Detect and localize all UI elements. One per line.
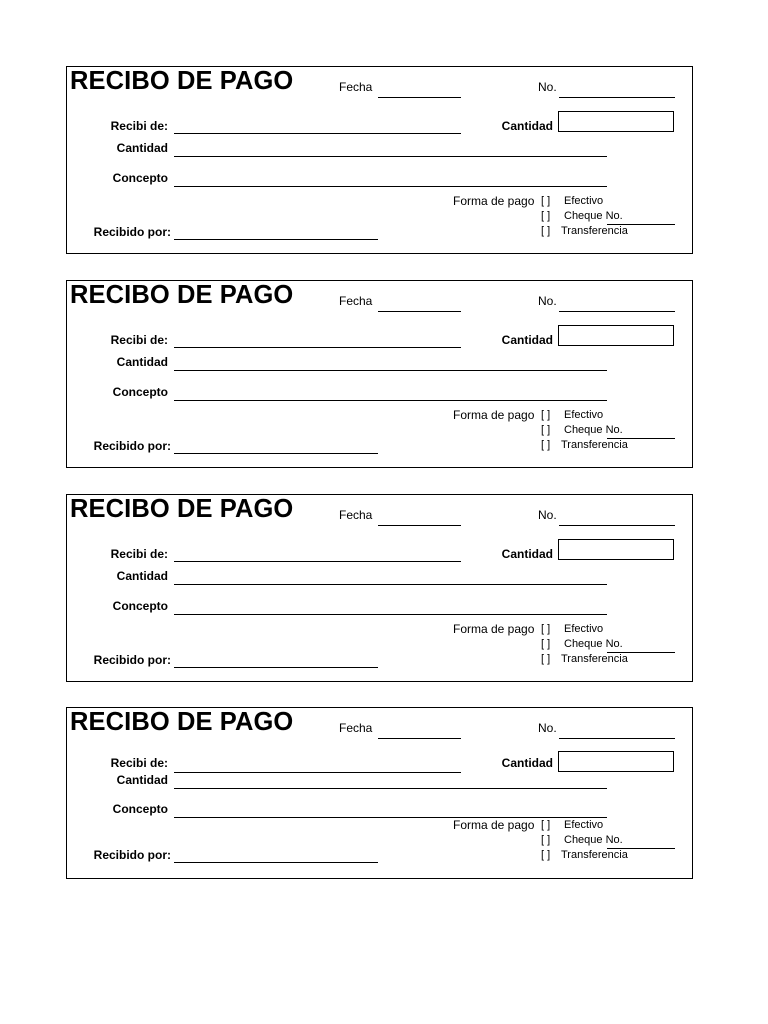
efectivo-checkbox[interactable]: [ ] bbox=[541, 819, 551, 831]
recibido-por-label: Recibido por: bbox=[93, 848, 171, 862]
recibido-por-label: Recibido por: bbox=[93, 225, 171, 239]
cantidad-box-label: Cantidad bbox=[501, 547, 553, 561]
transferencia-checkbox[interactable]: [ ] bbox=[541, 439, 551, 451]
no-line[interactable] bbox=[559, 311, 675, 312]
recibi-de-label: Recibi de: bbox=[110, 333, 168, 347]
fecha-label: Fecha bbox=[339, 294, 373, 308]
concepto-line[interactable] bbox=[174, 186, 607, 187]
cantidad-box[interactable] bbox=[558, 539, 674, 560]
receipt-title: RECIBO DE PAGO bbox=[70, 495, 294, 523]
concepto-label: Concepto bbox=[112, 171, 168, 185]
cantidad-label: Cantidad bbox=[116, 569, 168, 583]
recibi-de-line[interactable] bbox=[174, 133, 461, 134]
no-line[interactable] bbox=[559, 525, 675, 526]
recibi-de-label: Recibi de: bbox=[110, 119, 168, 133]
receipt-title: RECIBO DE PAGO bbox=[70, 67, 294, 95]
recibo-4 bbox=[66, 707, 693, 879]
cheque-label: Cheque No. bbox=[564, 424, 623, 436]
cantidad-line[interactable] bbox=[174, 788, 607, 789]
recibo-1 bbox=[66, 66, 693, 254]
recibido-por-line[interactable] bbox=[174, 667, 378, 668]
concepto-line[interactable] bbox=[174, 614, 607, 615]
no-line[interactable] bbox=[559, 738, 675, 739]
efectivo-label: Efectivo bbox=[564, 409, 604, 421]
recibido-por-line[interactable] bbox=[174, 862, 378, 863]
transferencia-checkbox[interactable]: [ ] bbox=[541, 849, 551, 861]
concepto-label: Concepto bbox=[112, 385, 168, 399]
transferencia-label: Transferencia bbox=[561, 225, 628, 237]
concepto-label: Concepto bbox=[112, 802, 168, 816]
forma-de-pago-label: Forma de pago bbox=[453, 408, 535, 422]
cantidad-line[interactable] bbox=[174, 370, 607, 371]
fecha-label: Fecha bbox=[339, 508, 373, 522]
cheque-checkbox[interactable]: [ ] bbox=[541, 210, 551, 222]
cantidad-box[interactable] bbox=[558, 751, 674, 772]
fecha-line[interactable] bbox=[378, 97, 461, 98]
concepto-line[interactable] bbox=[174, 400, 607, 401]
efectivo-label: Efectivo bbox=[564, 623, 604, 635]
no-label: No. bbox=[538, 80, 557, 94]
cheque-checkbox[interactable]: [ ] bbox=[541, 834, 551, 846]
cantidad-box[interactable] bbox=[558, 111, 674, 132]
cantidad-label: Cantidad bbox=[116, 141, 168, 155]
cantidad-label: Cantidad bbox=[116, 355, 168, 369]
fecha-line[interactable] bbox=[378, 738, 461, 739]
efectivo-checkbox[interactable]: [ ] bbox=[541, 195, 551, 207]
cantidad-label: Cantidad bbox=[116, 773, 168, 787]
no-line[interactable] bbox=[559, 97, 675, 98]
recibido-por-line[interactable] bbox=[174, 453, 378, 454]
recibi-de-line[interactable] bbox=[174, 772, 461, 773]
recibido-por-line[interactable] bbox=[174, 239, 378, 240]
forma-de-pago-label: Forma de pago bbox=[453, 622, 535, 636]
efectivo-checkbox[interactable]: [ ] bbox=[541, 409, 551, 421]
fecha-line[interactable] bbox=[378, 311, 461, 312]
recibi-de-line[interactable] bbox=[174, 347, 461, 348]
transferencia-label: Transferencia bbox=[561, 653, 628, 665]
concepto-line[interactable] bbox=[174, 817, 607, 818]
cantidad-line[interactable] bbox=[174, 156, 607, 157]
recibi-de-line[interactable] bbox=[174, 561, 461, 562]
forma-de-pago-label: Forma de pago bbox=[453, 818, 535, 832]
recibi-de-label: Recibi de: bbox=[110, 547, 168, 561]
recibi-de-label: Recibi de: bbox=[110, 756, 168, 770]
transferencia-checkbox[interactable]: [ ] bbox=[541, 225, 551, 237]
no-label: No. bbox=[538, 721, 557, 735]
fecha-label: Fecha bbox=[339, 721, 373, 735]
recibido-por-label: Recibido por: bbox=[93, 653, 171, 667]
cantidad-box-label: Cantidad bbox=[501, 756, 553, 770]
efectivo-label: Efectivo bbox=[564, 195, 604, 207]
efectivo-checkbox[interactable]: [ ] bbox=[541, 623, 551, 635]
recibo-2 bbox=[66, 280, 693, 468]
cantidad-line[interactable] bbox=[174, 584, 607, 585]
fecha-line[interactable] bbox=[378, 525, 461, 526]
cantidad-box-label: Cantidad bbox=[501, 119, 553, 133]
recibo-3 bbox=[66, 494, 693, 682]
cheque-label: Cheque No. bbox=[564, 210, 623, 222]
efectivo-label: Efectivo bbox=[564, 819, 604, 831]
fecha-label: Fecha bbox=[339, 80, 373, 94]
concepto-label: Concepto bbox=[112, 599, 168, 613]
cheque-checkbox[interactable]: [ ] bbox=[541, 424, 551, 436]
no-label: No. bbox=[538, 294, 557, 308]
transferencia-label: Transferencia bbox=[561, 849, 628, 861]
cheque-checkbox[interactable]: [ ] bbox=[541, 638, 551, 650]
cantidad-box[interactable] bbox=[558, 325, 674, 346]
cheque-label: Cheque No. bbox=[564, 834, 623, 846]
forma-de-pago-label: Forma de pago bbox=[453, 194, 535, 208]
cheque-label: Cheque No. bbox=[564, 638, 623, 650]
cantidad-box-label: Cantidad bbox=[501, 333, 553, 347]
recibido-por-label: Recibido por: bbox=[93, 439, 171, 453]
transferencia-checkbox[interactable]: [ ] bbox=[541, 653, 551, 665]
no-label: No. bbox=[538, 508, 557, 522]
receipt-title: RECIBO DE PAGO bbox=[70, 708, 294, 736]
transferencia-label: Transferencia bbox=[561, 439, 628, 451]
receipt-title: RECIBO DE PAGO bbox=[70, 281, 294, 309]
